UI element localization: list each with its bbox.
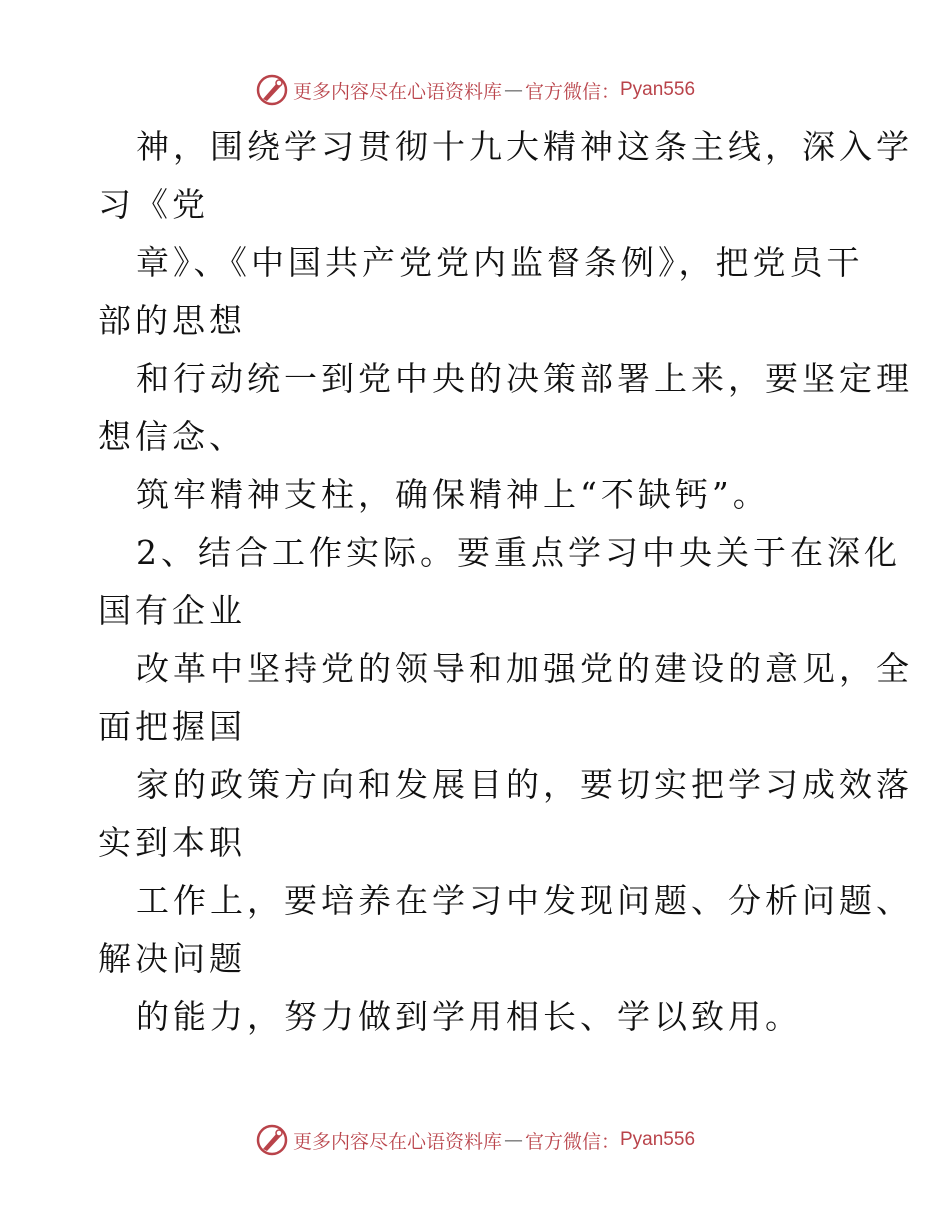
- text-line: 习《党: [98, 185, 209, 224]
- text-line: 的能力，努力做到学用相长、学以致用。: [136, 997, 802, 1036]
- text-line: 2、结合工作实际。要重点学习中央关于在深化: [136, 533, 901, 572]
- text-line: 想信念、: [98, 417, 246, 456]
- banner-separator: —: [503, 79, 523, 101]
- pen-logo-icon: [255, 73, 289, 107]
- text-line: 改革中坚持党的领导和加强党的建设的意见，全: [136, 649, 913, 688]
- text-line: 神，围绕学习贯彻十九大精神这条主线，深入学: [136, 127, 913, 166]
- text-line: 工作上，要培养在学习中发现问题、分析问题、: [136, 881, 913, 920]
- text-line: 国有企业: [98, 591, 246, 630]
- text-line: 解决问题: [98, 939, 246, 978]
- text-line: 章》、《中国共产党党内监督条例》，把党员干: [136, 243, 864, 282]
- text-line: 部的思想: [98, 301, 246, 340]
- text-line: 实到本职: [98, 823, 246, 862]
- text-line: 家的政策方向和发展目的，要切实把学习成效落: [136, 765, 913, 804]
- text-line: 面把握国: [98, 707, 246, 746]
- banner-text: 更多内容尽在心语资料库: [292, 80, 502, 103]
- text-line: 筑牢精神支柱，确保精神上“不缺钙”。: [136, 475, 770, 514]
- wechat-id: Pyan556: [620, 79, 696, 100]
- text-line: 和行动统一到党中央的决策部署上来，要坚定理: [136, 359, 913, 398]
- banner-text: 更多内容尽在心语资料库: [292, 1130, 502, 1153]
- banner-separator: —: [503, 1129, 523, 1151]
- header-banner: [0, 70, 950, 110]
- wechat-id: Pyan556: [620, 1129, 696, 1150]
- pen-logo-icon: [255, 1123, 289, 1157]
- footer-banner: [0, 1120, 950, 1160]
- document-body: [98, 118, 913, 1046]
- wechat-label: 官方微信：: [524, 80, 620, 103]
- wechat-label: 官方微信：: [524, 1130, 620, 1153]
